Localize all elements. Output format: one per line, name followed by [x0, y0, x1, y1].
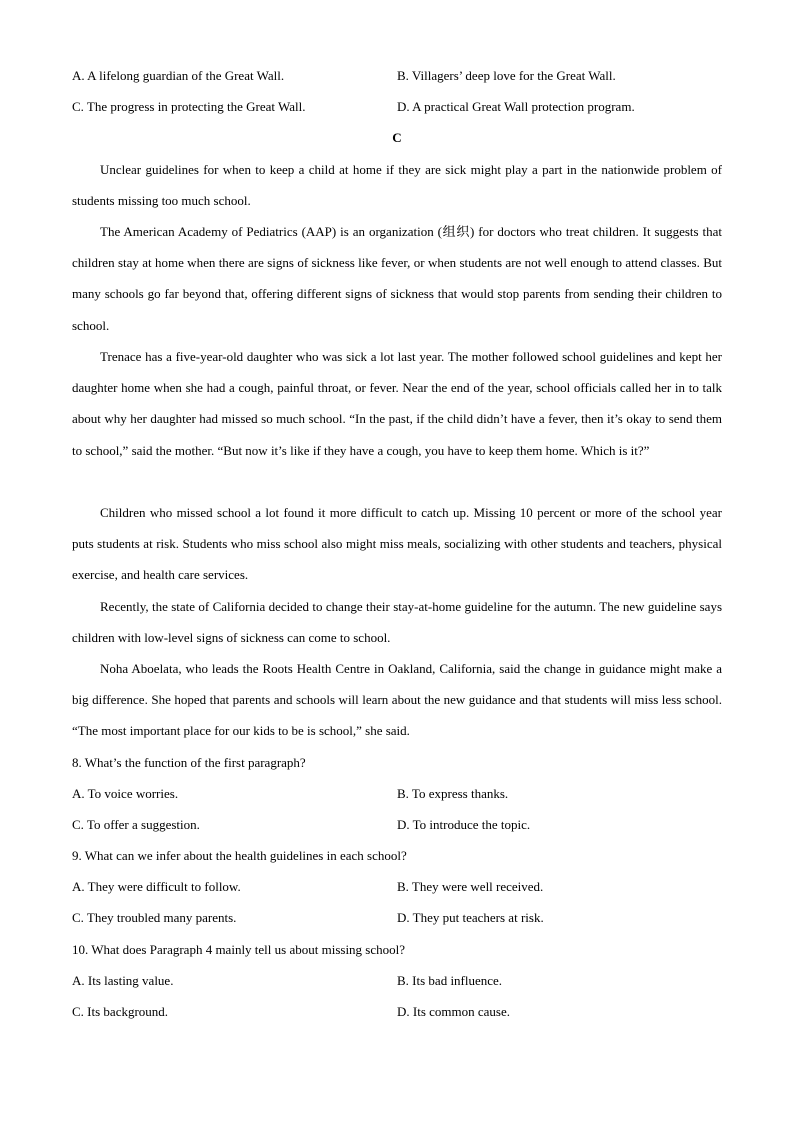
q8-option-c: C. To offer a suggestion. — [72, 817, 200, 832]
q8-option-b: B. To express thanks. — [397, 786, 509, 801]
option-row — [72, 1002, 722, 1022]
passage-paragraph-2: The American Academy of Pediatrics (AAP) is an organization (组织) for doctors who treat children. It suggests that children stay at home when there are signs of sickness like fever, or when students are not well enough to attend classes. But many schools go far beyond that, offering different signs of sickness that would stop parents from sending their children to school. — [72, 224, 722, 333]
option-c: C. The progress in protecting the Great Wall. — [72, 99, 306, 114]
question-9-stem: 9. What can we infer about the health guidelines in each school? — [72, 848, 407, 863]
q9-option-a: A. They were difficult to follow. — [72, 879, 241, 894]
passage-paragraph-6: Noha Aboelata, who leads the Roots Health Centre in Oakland, California, said the change in guidance might make a big difference. She hoped that parents and schools will learn about the new guidance and that students will miss less school. “The most important place for our kids to be is school,” she said. — [72, 661, 722, 739]
option-row — [72, 66, 722, 86]
option-row — [72, 908, 722, 928]
section-heading: C — [392, 130, 402, 145]
q8-option-d: D. To introduce the topic. — [397, 817, 531, 832]
question-10-stem: 10. What does Paragraph 4 mainly tell us about missing school? — [72, 942, 406, 957]
q10-option-c: C. Its background. — [72, 1004, 169, 1019]
option-row — [72, 815, 722, 835]
q10-option-a: A. Its lasting value. — [72, 973, 174, 988]
option-b: B. Villagers’ deep love for the Great Wall. — [397, 68, 616, 83]
passage-paragraph-3: Trenace has a five-year-old daughter who was sick a lot last year. The mother followed school guidelines and kept her daughter home when she had a cough, painful throat, or fever. Near the end of the year, school officials called her in to talk about why her daughter had missed so much school. “In the past, if the child didn’t have a fever, then it’s okay to send them to school,” said the mother. “But now it’s like if they have a cough, you have to keep them home. Which is it?” — [72, 349, 722, 458]
option-row — [72, 97, 722, 117]
q9-option-d: D. They put teachers at risk. — [397, 910, 544, 925]
q10-option-d: D. Its common cause. — [397, 1004, 511, 1019]
question-8-stem: 8. What’s the function of the first paragraph? — [72, 755, 306, 770]
option-a: A. A lifelong guardian of the Great Wall. — [72, 68, 285, 83]
option-d: D. A practical Great Wall protection program. — [397, 99, 635, 114]
passage-paragraph-4: Children who missed school a lot found it more difficult to catch up. Missing 10 percent or more of the school year puts students at risk. Students who miss school also might miss meals, socializing with other students and teachers, physical exercise, and health care services. — [72, 505, 722, 583]
q8-option-a: A. To voice worries. — [72, 786, 179, 801]
q9-option-c: C. They troubled many parents. — [72, 910, 237, 925]
option-row — [72, 784, 722, 804]
passage-paragraph-1: Unclear guidelines for when to keep a child at home if they are sick might play a part in the nationwide problem of students missing too much school. — [72, 162, 722, 209]
option-row — [72, 877, 722, 897]
q10-option-b: B. Its bad influence. — [397, 973, 503, 988]
passage-paragraph-5: Recently, the state of California decided to change their stay-at-home guideline for the autumn. The new guideline says children with low-level signs of sickness can come to school. — [72, 599, 722, 646]
q9-option-b: B. They were well received. — [397, 879, 544, 894]
option-row — [72, 971, 722, 991]
